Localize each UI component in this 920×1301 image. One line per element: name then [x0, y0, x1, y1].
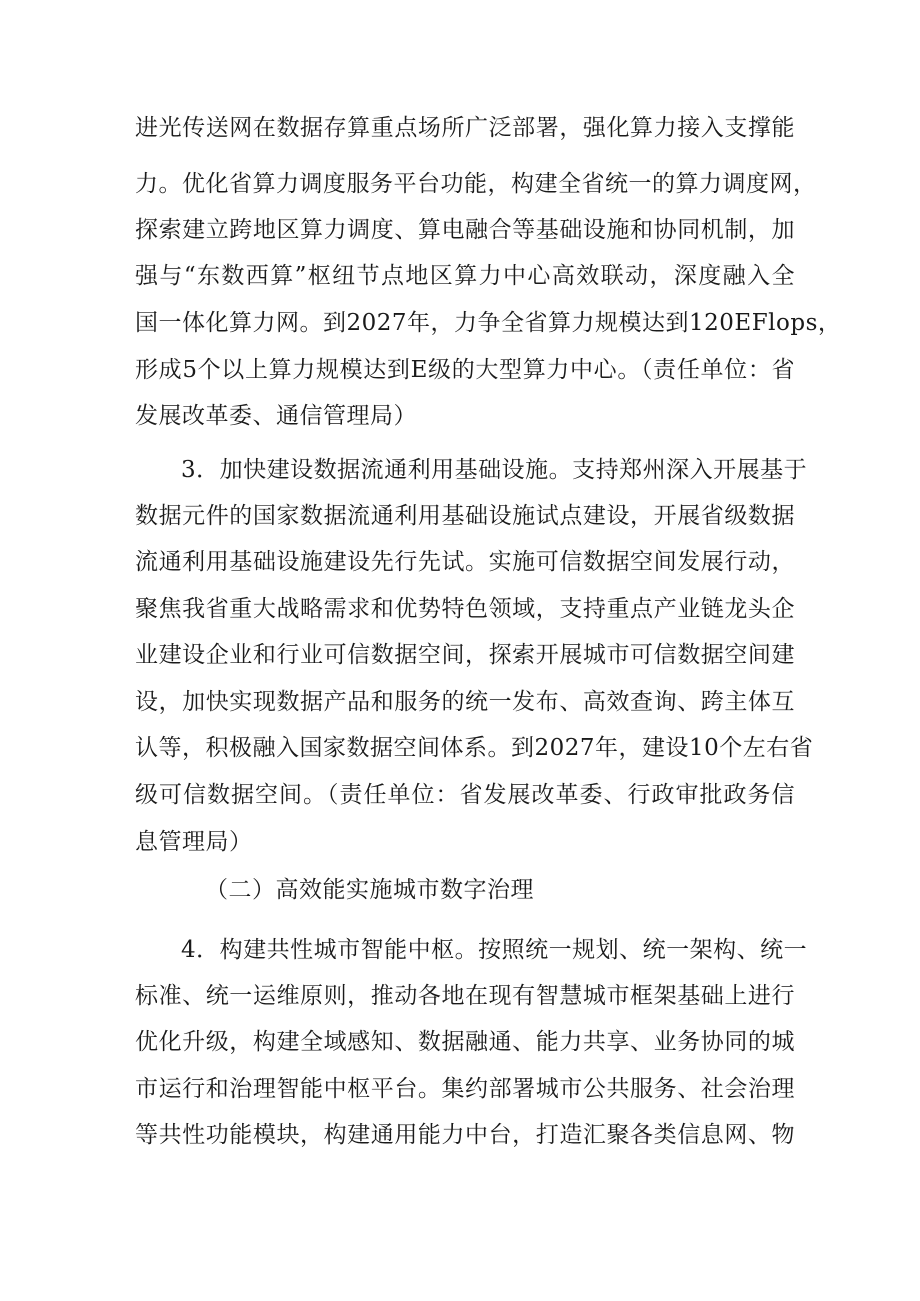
paragraph-line: 力。优化省算力调度服务平台功能，构建全省统一的算力调度网， — [135, 171, 817, 197]
paragraph-line: 认等，积极融入国家数据空间体系。到2027年，建设10个左右省 — [135, 735, 814, 761]
paragraph-line: 国一体化算力网。到2027年，力争全省算力规模达到120EFlops， — [135, 310, 842, 336]
paragraph-line: 形成5个以上算力规模达到E级的大型算力中心。（责任单位：省 — [135, 357, 795, 383]
paragraph-line: 探索建立跨地区算力调度、算电融合等基础设施和协同机制，加 — [135, 217, 795, 243]
paragraph-line: 设，加快实现数据产品和服务的统一发布、高效查询、跨主体互 — [135, 689, 795, 715]
paragraph-line: 级可信数据空间。（责任单位：省发展改革委、行政审批政务信 — [135, 782, 795, 808]
paragraph-line: 聚焦我省重大战略需求和优势特色领域，支持重点产业链龙头企 — [135, 596, 795, 622]
section-item-3-title: 3．加快建设数据流通利用基础设施。支持郑州深入开展基于 — [181, 457, 808, 483]
paragraph-line: 标准、统一运维原则，推动各地在现有智慧城市框架基础上进行 — [135, 983, 795, 1009]
paragraph-line: 优化升级，构建全域感知、数据融通、能力共享、业务协同的城 — [135, 1029, 795, 1055]
paragraph-line: 发展改革委、通信管理局） — [135, 403, 417, 429]
paragraph-line: 息管理局） — [135, 829, 253, 855]
section-item-4-title: 4．构建共性城市智能中枢。按照统一规划、统一架构、统一 — [181, 937, 808, 963]
section-heading: （二）高效能实施城市数字治理 — [205, 877, 534, 903]
paragraph-line: 业建设企业和行业可信数据空间，探索开展城市可信数据空间建 — [135, 642, 795, 668]
paragraph-line: 流通利用基础设施建设先行先试。实施可信数据空间发展行动， — [135, 549, 795, 575]
paragraph-line: 强与“东数西算”枢纽节点地区算力中心高效联动，深度融入全 — [135, 263, 795, 289]
paragraph-line: 等共性功能模块，构建通用能力中台，打造汇聚各类信息网、物 — [135, 1122, 795, 1148]
paragraph-line: 进光传送网在数据存算重点场所广泛部署，强化算力接入支撑能 — [135, 115, 795, 141]
paragraph-line: 市运行和治理智能中枢平台。集约部署城市公共服务、社会治理 — [135, 1076, 795, 1102]
paragraph-line: 数据元件的国家数据流通利用基础设施试点建设，开展省级数据 — [135, 503, 795, 529]
